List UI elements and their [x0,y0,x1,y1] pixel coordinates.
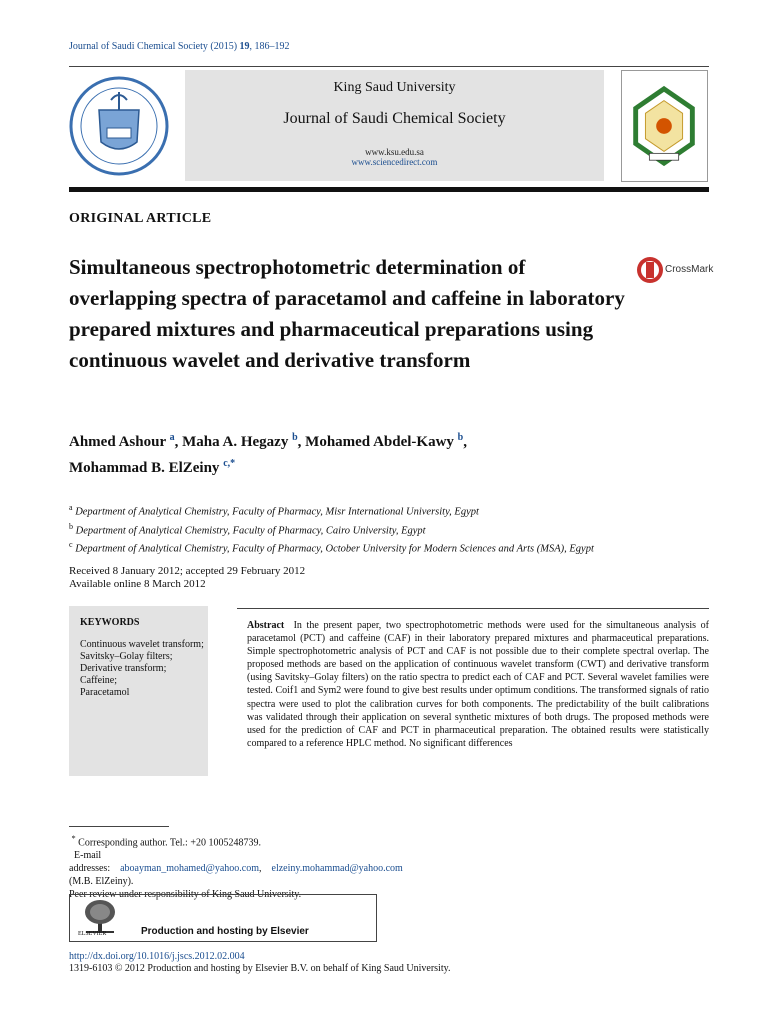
university-name: King Saud University [333,80,456,95]
author-separator: , [297,434,306,450]
keyword-item: Caffeine; [80,675,118,686]
abstract-rule [237,608,709,609]
affiliation-mark: b [69,521,73,531]
abstract-label: Abstract [247,620,285,631]
received-date: Received 8 January 2012; accepted 29 February 2012 [69,565,306,577]
affiliation-list [69,501,719,557]
email-link-2[interactable]: elzeiny.mohammad@yahoo.com [271,862,403,874]
citation-prefix: Journal of Saudi Chemical Society (2015) [69,41,240,52]
online-date: Available online 8 March 2012 [69,578,206,590]
article-title: Simultaneous spectrophotometric determination of overlapping spectra of paracetamol and caffeine in laboratory prepared mixtures and pharmaceutical preparations using continuous wavelet and derivative transform [69,255,625,372]
footnote [69,833,403,901]
affiliation-text: Department of Analytical Chemistry, Faculty of Pharmacy, Cairo University, Egypt [75,525,426,536]
author-affiliation-mark: c,* [223,458,236,469]
author-name: Mohamed Abdel-Kawy [305,434,454,450]
header-thick-rule [69,187,709,192]
email-line: E-mail addresses: aboayman_mohamed@yahoo.com, elzeiny.mohammad@yahoo.com (M.B. ElZeiny). [69,850,403,887]
elsevier-hosting-text: Production and hosting by Elsevier [141,926,309,937]
saudi-chemical-society-logo [621,70,708,182]
article-type: ORIGINAL ARTICLE [69,211,212,226]
keyword-item: Paracetamol [80,687,130,698]
elsevier-small-label: ELSEVIER [78,931,107,937]
affiliation [69,538,719,557]
journal-name: Journal of Saudi Chemical Society [283,110,506,127]
crossmark-label[interactable]: CrossMark [665,264,714,275]
footnote-star: * [71,834,76,843]
author-name: Maha A. Hegazy [182,434,289,450]
citation-pages: , 186–192 [249,41,290,52]
keywords-list [80,639,205,699]
peer-review-note: Peer review under responsibility of King Saud University. [69,888,302,900]
author-affiliation-mark: a [169,432,175,443]
email-owner: (M.B. ElZeiny). [69,875,134,887]
author-separator: , [463,434,467,450]
top-rule [69,66,709,67]
copyright-notice: 1319-6103 © 2012 Production and hosting by Elsevier B.V. on behalf of King Saud University. [69,963,451,974]
keyword-item: Savitsky–Golay filters; [80,651,173,662]
journal-citation [69,41,290,52]
author-affiliation-mark: b [292,432,298,443]
corresponding-text: Corresponding author. Tel.: +20 1005248739. [78,837,261,849]
author-name: Ahmed Ashour [69,434,166,450]
doi-link[interactable]: http://dx.doi.org/10.1016/j.jscs.2012.02.004 [69,951,245,962]
keyword-item: Continuous wavelet transform; [80,639,204,650]
affiliation [69,501,719,520]
king-saud-university-logo [69,70,169,182]
affiliation-mark: c [69,540,73,549]
author-separator: , [174,434,183,450]
abstract [247,619,709,750]
footnote-rule [69,826,169,827]
keywords-title: KEYWORDS [80,617,140,628]
affiliation-text: Department of Analytical Chemistry, Faculty of Pharmacy, Misr International University, Egypt [75,506,479,518]
affiliation-mark: a [69,503,73,512]
article-dates [69,565,305,591]
affiliation [69,520,719,539]
author-affiliation-mark: b [457,432,464,443]
author-name: Mohammad B. ElZeiny [69,460,220,476]
ksu-url-link[interactable]: www.ksu.edu.sa [365,147,424,157]
keyword-item: Derivative transform; [80,663,167,674]
author-list [69,427,689,479]
abstract-text: In the present paper, two spectrophotometric methods were used for the simultaneous analysis of paracetamol (PCT) and caffeine (CAF) in their laboratory prepared mixtures and pharmaceutical preparations. Simple spectrophotometric analysis of PCT and CAF is not possible due to their complete spectral overlap. The proposed methods are based on the application of continuous wavelet transform (CWT) and derivative transform (using Savitsky–Golay filters) on the ratio spectra to predict each of CAF and PCT. Several wavelet families were tested. Coif1 and Sym2 were found to give best results under optimum conditions. The transformed signals of ratio spectra were used to plot the calibration curves for both components. The predictability of the built calibrations was validated through their application on several synthetic mixtures of both drugs. The proposed methods were used for the prediction of CAF and PCT in pharmaceutical preparation. The obtained results were statistically compared to a reference HPLC method. No significant differences [247,620,709,749]
affiliation-text: Department of Analytical Chemistry, Faculty of Pharmacy, October University for Modern Sciences and Arts (MSA), Egypt [75,543,594,555]
corresponding-author-note [69,833,379,850]
sciencedirect-url-link[interactable]: www.sciencedirect.com [351,157,438,167]
email-label: E-mail addresses: [69,850,111,874]
email-link-1[interactable]: aboayman_mohamed@yahoo.com [120,862,260,874]
citation-volume: 19 [239,41,250,52]
